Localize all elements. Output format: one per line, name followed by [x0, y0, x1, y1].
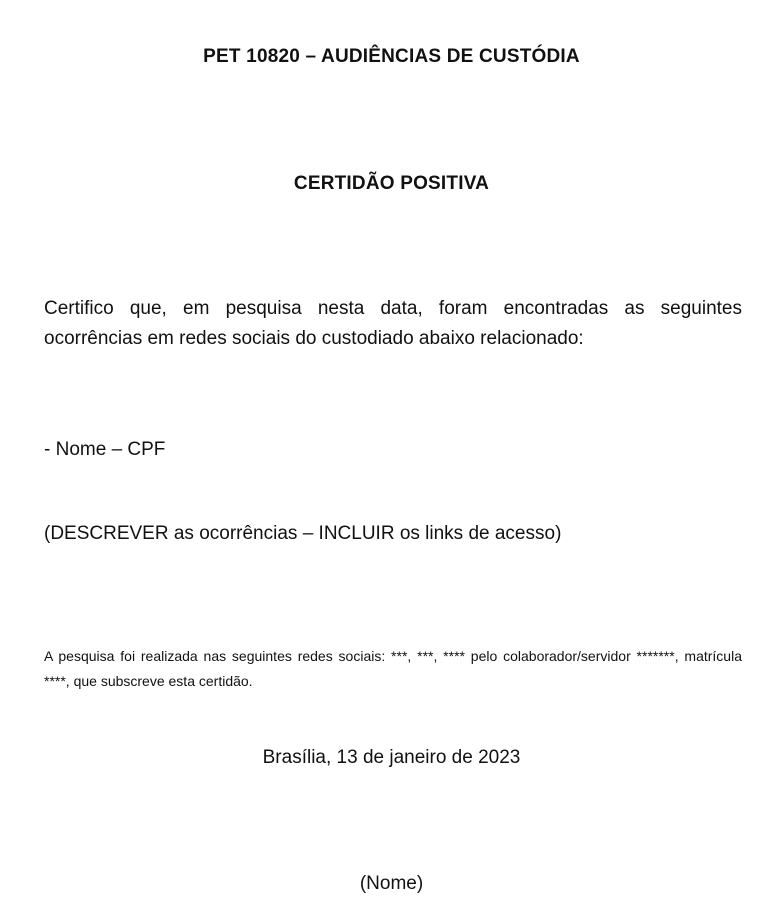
person-identification-line: - Nome – CPF	[44, 439, 166, 460]
occurrences-instruction-line: (DESCREVER as ocorrências – INCLUIR os links de acesso)	[44, 523, 562, 544]
signature-name: (Nome)	[359, 873, 424, 894]
document-header-title: PET 10820 – AUDIÊNCIAS DE CUSTÓDIA	[203, 46, 580, 67]
certificate-title: CERTIDÃO POSITIVA	[293, 173, 490, 194]
research-note: A pesquisa foi realizada nas seguintes redes sociais: ***, ***, **** pelo colaborador/servidor *******, matrícula ****, que subscreve esta certidão.	[44, 648, 742, 689]
place-and-date: Brasília, 13 de janeiro de 2023	[262, 747, 521, 768]
intro-paragraph: Certifico que, em pesquisa nesta data, foram encontradas as seguintes ocorrências em redes sociais do custodiado abaixo relacionado:	[44, 298, 742, 349]
